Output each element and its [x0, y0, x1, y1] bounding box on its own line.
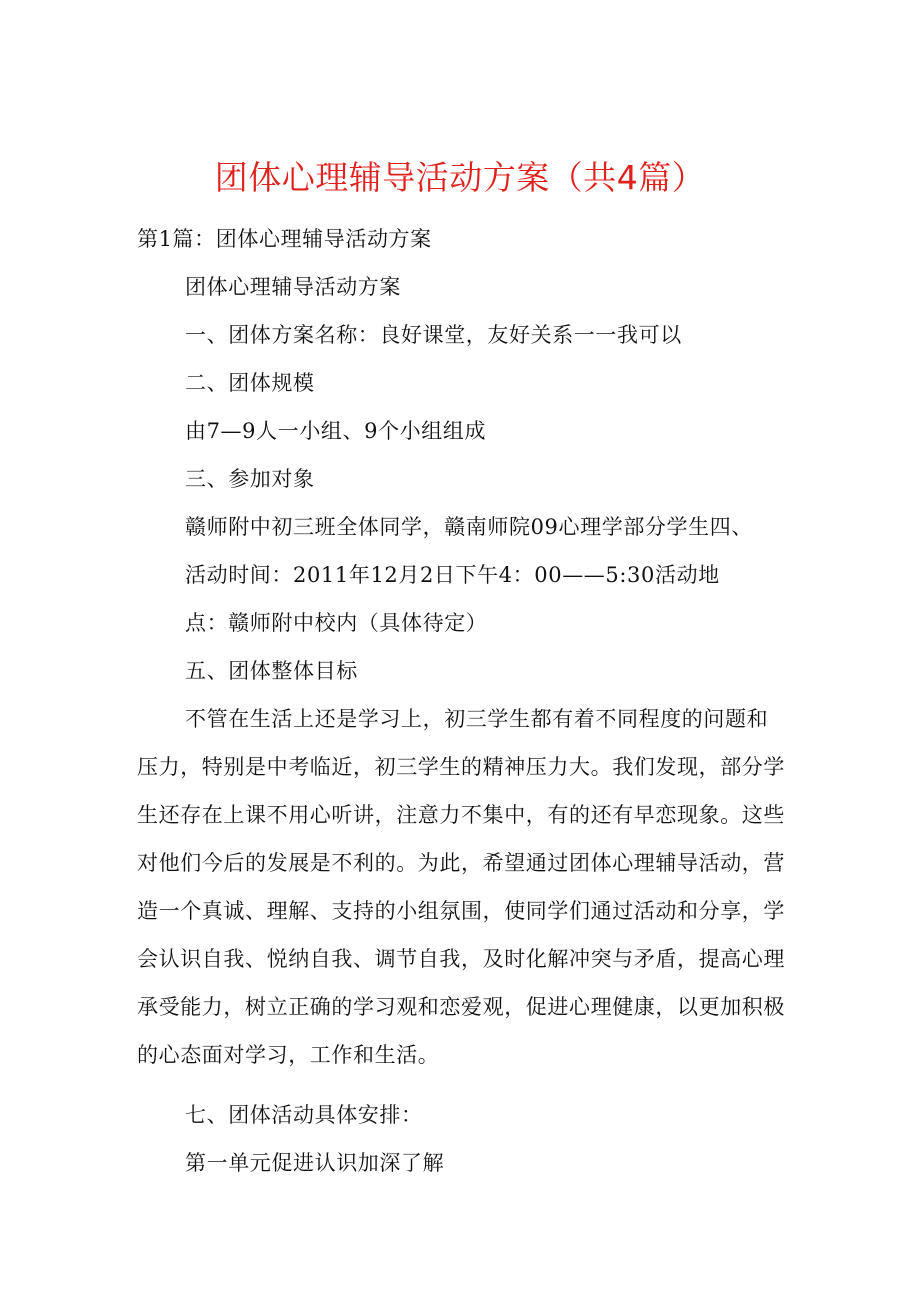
item-goal-heading: 五、团体整体目标 — [185, 659, 358, 683]
item-location-text: 点：赣师附中校内（具体待定） — [185, 611, 488, 635]
item-participants-text: 赣师附中初三班全体同学，赣南师院09心理学部分学生四、 — [185, 515, 753, 539]
paragraph-line: 的心态面对学习，工作和生活。 — [137, 1043, 440, 1067]
paragraph-line: 压力，特别是中考临近，初三学生的精神压力大。我们发现，部分学 — [137, 755, 785, 779]
paragraph-line: 生还存在上课不用心听讲，注意力不集中，有的还有早恋现象。这些 — [137, 803, 785, 827]
item-unit-one-heading: 第一单元促进认识加深了解 — [185, 1151, 445, 1175]
document-title: 团体心理辅导活动方案（共4篇） — [214, 158, 706, 197]
item-participants-heading: 三、参加对象 — [185, 467, 315, 491]
subtitle-line: 团体心理辅导活动方案 — [185, 275, 401, 299]
section-heading-part-1: 第1篇：团体心理辅导活动方案 — [137, 227, 432, 251]
paragraph-line: 承受能力，树立正确的学习观和恋爱观，促进心理健康，以更加积极 — [137, 995, 785, 1019]
paragraph-line: 会认识自我、悦纳自我、调节自我，及时化解冲突与矛盾，提高心理 — [137, 947, 785, 971]
paragraph-line: 造一个真诚、理解、支持的小组氛围，使同学们通过活动和分享，学 — [137, 899, 785, 923]
item-plan-name: 一、团体方案名称：良好课堂，友好关系一一我可以 — [185, 323, 682, 347]
item-schedule-heading: 七、团体活动具体安排： — [185, 1103, 423, 1127]
paragraph-line: 对他们今后的发展是不利的。为此，希望通过团体心理辅导活动，营 — [137, 851, 785, 875]
item-group-size-text: 由7—9人一小组、9个小组组成 — [185, 419, 487, 443]
item-time-text: 活动时间：2011年12月2日下午4：00——5:30活动地 — [185, 563, 720, 587]
item-group-size-heading: 二、团体规模 — [185, 371, 315, 395]
paragraph-line: 不管在生活上还是学习上，初三学生都有着不同程度的问题和 — [185, 707, 769, 731]
